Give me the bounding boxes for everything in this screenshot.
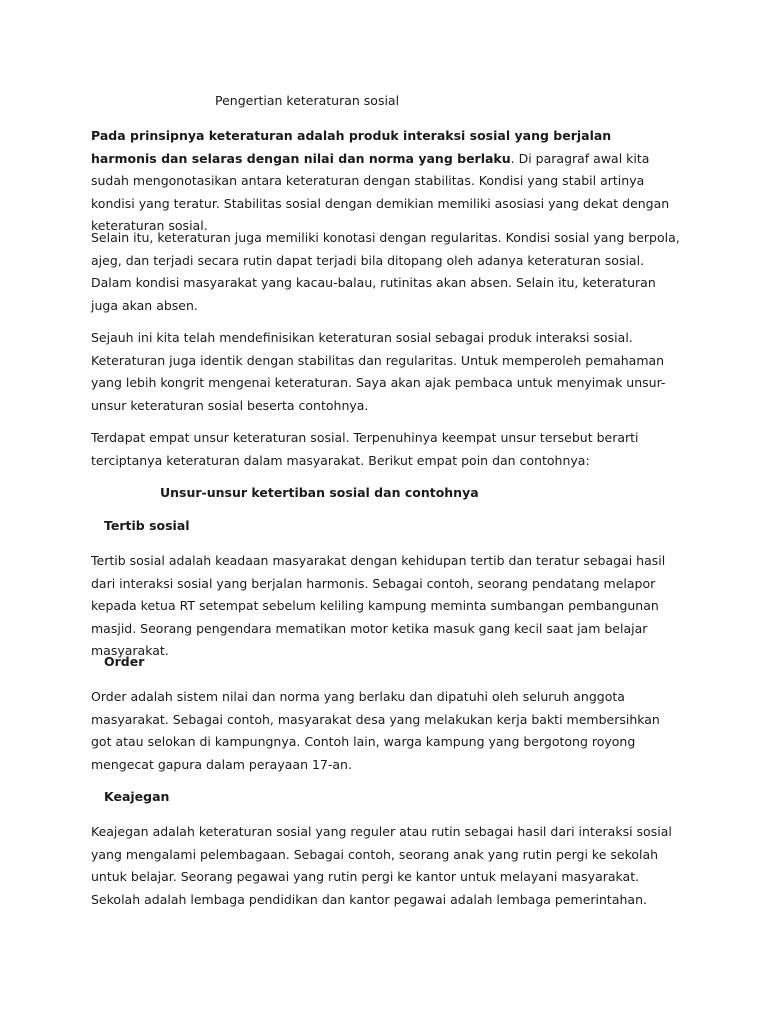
intro-rest: . Di paragraf awal kita sudah mengonotasikan antara keteraturan dengan stabilitas. Kondisi yang stabil artinya kondisi yang teratur. Stabilitas sosial dengan demikian memiliki asosiasi yang dekat dengan keteraturan sosial. xyxy=(91,150,670,233)
intro-bold-lead: Pada prinsipnya keteraturan adalah produk interaksi sosial yang berjalan harmonis dan selaras dengan nilai dan norma yang berlaku xyxy=(91,128,612,166)
item-text-order: Order adalah sistem nilai dan norma yang berlaku dan dipatuhi oleh seluruh anggota masyarakat. Sebagai contoh, masyarakat desa yang melakukan kerja bakti membersihkan got atau selokan di kampungnya. Contoh lain, warga kampung yang bergotong royong mengecat gapura dalam perayaan 17-an. xyxy=(91,689,660,772)
paragraph-regularitas: Selain itu, keteraturan juga memiliki konotasi dengan regularitas. Kondisi sosial yang berpola, ajeg, dan terjadi secara rutin dapat terjadi bila ditopang oleh adanya keteraturan sosial. Dalam kondisi masyarakat yang kacau-balau, rutinitas akan absen. Selain itu, keteraturan juga akan absen. xyxy=(91,230,680,313)
paragraph-empat-unsur: Terdapat empat unsur keteraturan sosial. Terpenuhinya keempat unsur tersebut berarti terciptanya keteraturan dalam masyarakat. Berikut empat poin dan contohnya: xyxy=(91,430,639,468)
section-heading: Unsur-unsur ketertiban sosial dan contohnya xyxy=(160,485,479,500)
intro-paragraph xyxy=(91,125,681,238)
item-heading-order: Order xyxy=(104,654,145,669)
item-text-keajegan: Keajegan adalah keteraturan sosial yang reguler atau rutin sebagai hasil dari interaksi sosial yang mengalami pelembagaan. Sebagai contoh, seorang anak yang rutin pergi ke sekolah untuk belajar. Seorang pegawai yang rutin pergi ke kantor untuk melayani masyarakat. Sekolah adalah lembaga pendidikan dan kantor pegawai adalah lembaga pemerintahan. xyxy=(91,824,672,907)
paragraph-definisi: Sejauh ini kita telah mendefinisikan keteraturan sosial sebagai produk interaksi sosial. Keteraturan juga identik dengan stabilitas dan regularitas. Untuk memperoleh pemahaman yang lebih kongrit mengenai keteraturan. Saya akan ajak pembaca untuk menyimak unsur-unsur keteraturan sosial beserta contohnya. xyxy=(91,330,666,413)
item-heading-tertib-sosial: Tertib sosial xyxy=(104,518,190,533)
item-heading-keajegan: Keajegan xyxy=(104,789,170,804)
page-title: Pengertian keteraturan sosial xyxy=(215,93,400,108)
item-text-tertib-sosial: Tertib sosial adalah keadaan masyarakat dengan kehidupan tertib dan teratur sebagai hasil dari interaksi sosial yang berjalan harmonis. Sebagai contoh, seorang pendatang melapor kepada ketua RT setempat sebelum keliling kampung meminta sumbangan pembangunan masjid. Seorang pengendara mematikan motor ketika masuk gang kecil saat jam belajar masyarakat. xyxy=(91,553,666,658)
